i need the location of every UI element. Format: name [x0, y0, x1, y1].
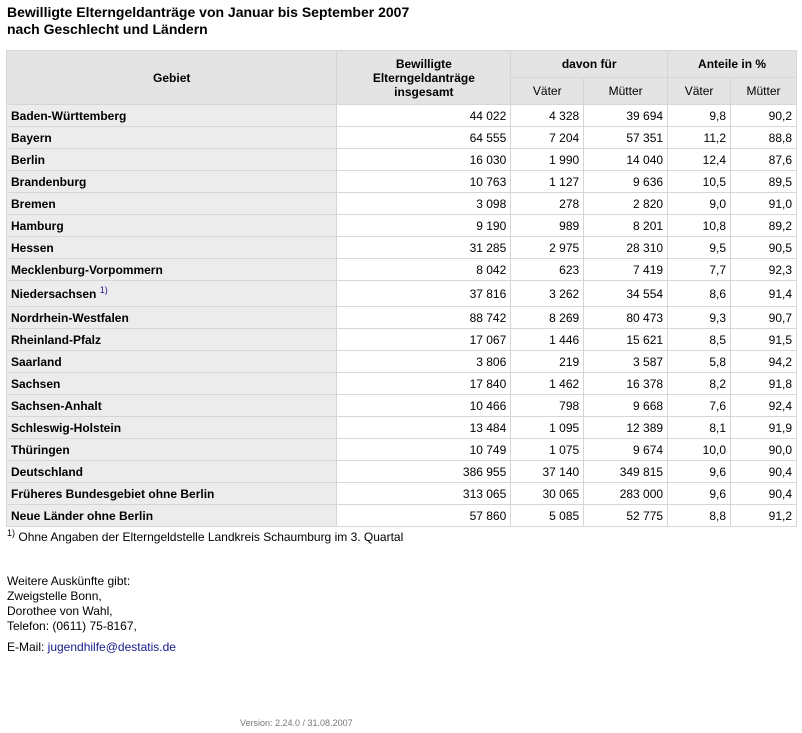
table-row — [7, 105, 797, 127]
cell-vaeter: 1 075 — [511, 439, 584, 461]
cell-anteil-muetter: 88,8 — [731, 127, 797, 149]
table-row — [7, 215, 797, 237]
cell-vaeter: 5 085 — [511, 505, 584, 527]
email-line — [7, 640, 176, 654]
cell-muetter: 39 694 — [584, 105, 668, 127]
table-row — [7, 395, 797, 417]
cell-anteil-muetter: 91,9 — [731, 417, 797, 439]
cell-anteil-vaeter: 9,5 — [668, 237, 731, 259]
contact-line-1: Weitere Auskünfte gibt: — [7, 574, 131, 588]
row-name-text: Mecklenburg-Vorpommern — [11, 262, 163, 277]
cell-vaeter: 1 990 — [511, 149, 584, 171]
row-name-text: Niedersachsen — [11, 286, 97, 301]
contact-line-3: Dorothee von Wahl, — [7, 604, 113, 618]
cell-vaeter: 3 262 — [511, 281, 584, 307]
cell-anteil-vaeter: 9,6 — [668, 461, 731, 483]
header-anteil-muetter: Mütter — [731, 78, 797, 105]
row-name-text: Bremen — [11, 196, 56, 211]
footnote-reference: 1) — [99, 284, 108, 295]
row-name — [7, 149, 337, 171]
cell-total: 13 484 — [337, 417, 511, 439]
cell-anteil-vaeter: 7,7 — [668, 259, 731, 281]
cell-anteil-muetter: 92,4 — [731, 395, 797, 417]
row-name-text: Saarland — [11, 354, 62, 369]
cell-total: 31 285 — [337, 237, 511, 259]
table-row — [7, 127, 797, 149]
cell-muetter: 80 473 — [584, 307, 668, 329]
table-row — [7, 505, 797, 527]
row-name-text: Deutschland — [11, 464, 84, 479]
cell-vaeter: 7 204 — [511, 127, 584, 149]
cell-vaeter: 989 — [511, 215, 584, 237]
row-name-text: Hessen — [11, 240, 54, 255]
row-name — [7, 329, 337, 351]
row-name — [7, 105, 337, 127]
cell-anteil-vaeter: 8,1 — [668, 417, 731, 439]
contact-info — [7, 574, 137, 634]
row-name — [7, 281, 337, 307]
header-anteile: Anteile in % — [668, 51, 797, 78]
cell-anteil-vaeter: 8,8 — [668, 505, 731, 527]
cell-vaeter: 30 065 — [511, 483, 584, 505]
row-name-text: Rheinland-Pfalz — [11, 332, 102, 347]
cell-muetter: 16 378 — [584, 373, 668, 395]
row-name-text: Früheres Bundesgebiet ohne Berlin — [11, 486, 215, 501]
cell-vaeter: 1 095 — [511, 417, 584, 439]
cell-vaeter: 8 269 — [511, 307, 584, 329]
cell-total: 3 098 — [337, 193, 511, 215]
cell-total: 57 860 — [337, 505, 511, 527]
row-name — [7, 127, 337, 149]
cell-muetter: 349 815 — [584, 461, 668, 483]
cell-anteil-vaeter: 9,3 — [668, 307, 731, 329]
row-name — [7, 505, 337, 527]
header-bewilligte-line-2: Elterngeldanträge — [372, 70, 475, 85]
row-name-text: Schleswig-Holstein — [11, 420, 122, 435]
header-anteil-vaeter: Väter — [668, 78, 731, 105]
cell-muetter: 14 040 — [584, 149, 668, 171]
cell-vaeter: 798 — [511, 395, 584, 417]
row-name — [7, 215, 337, 237]
email-label: E-Mail: — [7, 640, 48, 654]
email-link[interactable]: jugendhilfe@destatis.de — [47, 640, 176, 654]
cell-anteil-vaeter: 10,5 — [668, 171, 731, 193]
cell-total: 10 763 — [337, 171, 511, 193]
header-bewilligte — [337, 51, 511, 105]
cell-anteil-muetter: 91,4 — [731, 281, 797, 307]
cell-total: 64 555 — [337, 127, 511, 149]
cell-anteil-muetter: 90,4 — [731, 483, 797, 505]
header-gebiet: Gebiet — [7, 51, 337, 105]
cell-vaeter: 278 — [511, 193, 584, 215]
cell-muetter: 57 351 — [584, 127, 668, 149]
cell-anteil-muetter: 90,0 — [731, 439, 797, 461]
cell-muetter: 2 820 — [584, 193, 668, 215]
cell-total: 9 190 — [337, 215, 511, 237]
cell-muetter: 8 201 — [584, 215, 668, 237]
row-name — [7, 171, 337, 193]
table-row — [7, 307, 797, 329]
cell-total: 17 067 — [337, 329, 511, 351]
cell-muetter: 3 587 — [584, 351, 668, 373]
row-name-text: Sachsen — [11, 376, 61, 391]
cell-muetter: 28 310 — [584, 237, 668, 259]
cell-anteil-muetter: 87,6 — [731, 149, 797, 171]
header-muetter: Mütter — [584, 78, 668, 105]
cell-anteil-vaeter: 10,0 — [668, 439, 731, 461]
cell-total: 37 816 — [337, 281, 511, 307]
cell-anteil-muetter: 92,3 — [731, 259, 797, 281]
cell-muetter: 52 775 — [584, 505, 668, 527]
cell-anteil-vaeter: 7,6 — [668, 395, 731, 417]
cell-muetter: 9 668 — [584, 395, 668, 417]
table-row — [7, 193, 797, 215]
footnote-text: Ohne Angaben der Elterngeldstelle Landkreis Schaumburg im 3. Quartal — [18, 530, 404, 544]
cell-vaeter: 219 — [511, 351, 584, 373]
cell-anteil-muetter: 90,4 — [731, 461, 797, 483]
cell-anteil-muetter: 90,5 — [731, 237, 797, 259]
cell-total: 88 742 — [337, 307, 511, 329]
cell-anteil-vaeter: 9,8 — [668, 105, 731, 127]
cell-anteil-muetter: 89,5 — [731, 171, 797, 193]
row-name — [7, 307, 337, 329]
cell-muetter: 12 389 — [584, 417, 668, 439]
statistics-table — [6, 50, 797, 527]
table-row — [7, 417, 797, 439]
cell-muetter: 34 554 — [584, 281, 668, 307]
header-vaeter: Väter — [511, 78, 584, 105]
row-name — [7, 395, 337, 417]
contact-line-2: Zweigstelle Bonn, — [7, 589, 102, 603]
cell-vaeter: 37 140 — [511, 461, 584, 483]
version-info: Version: 2.24.0 / 31.08.2007 — [240, 718, 353, 728]
footnote-mark: 1) — [7, 528, 16, 538]
row-name-text: Neue Länder ohne Berlin — [11, 508, 154, 523]
cell-anteil-vaeter: 11,2 — [668, 127, 731, 149]
footnote — [7, 528, 403, 544]
cell-total: 3 806 — [337, 351, 511, 373]
cell-anteil-vaeter: 5,8 — [668, 351, 731, 373]
row-name-text: Baden-Württemberg — [11, 108, 127, 123]
cell-anteil-vaeter: 12,4 — [668, 149, 731, 171]
header-bewilligte-line-1: Bewilligte — [395, 56, 452, 71]
cell-muetter: 15 621 — [584, 329, 668, 351]
cell-total: 313 065 — [337, 483, 511, 505]
table-row — [7, 483, 797, 505]
table-row — [7, 373, 797, 395]
cell-anteil-muetter: 94,2 — [731, 351, 797, 373]
row-name — [7, 237, 337, 259]
table-row — [7, 237, 797, 259]
row-name-text: Thüringen — [11, 442, 70, 457]
table-row — [7, 281, 797, 307]
row-name — [7, 259, 337, 281]
table-row — [7, 351, 797, 373]
cell-vaeter: 2 975 — [511, 237, 584, 259]
cell-vaeter: 623 — [511, 259, 584, 281]
row-name — [7, 373, 337, 395]
row-name-text: Nordrhein-Westfalen — [11, 310, 129, 325]
cell-anteil-muetter: 90,2 — [731, 105, 797, 127]
cell-total: 386 955 — [337, 461, 511, 483]
table-row — [7, 171, 797, 193]
cell-anteil-vaeter: 8,6 — [668, 281, 731, 307]
contact-line-4: Telefon: (0611) 75-8167, — [7, 619, 137, 633]
row-name — [7, 483, 337, 505]
row-name — [7, 351, 337, 373]
cell-total: 17 840 — [337, 373, 511, 395]
table-row — [7, 461, 797, 483]
row-name — [7, 439, 337, 461]
row-name-text: Sachsen-Anhalt — [11, 398, 102, 413]
title-line-1: Bewilligte Elterngeldanträge von Januar bis September 2007 — [7, 4, 410, 20]
cell-vaeter: 4 328 — [511, 105, 584, 127]
cell-anteil-vaeter: 8,5 — [668, 329, 731, 351]
row-name-text: Brandenburg — [11, 174, 87, 189]
cell-anteil-vaeter: 9,6 — [668, 483, 731, 505]
row-name-text: Bayern — [11, 130, 52, 145]
cell-total: 16 030 — [337, 149, 511, 171]
table-row — [7, 259, 797, 281]
cell-muetter: 283 000 — [584, 483, 668, 505]
row-name — [7, 461, 337, 483]
table-body — [7, 105, 797, 527]
cell-muetter: 7 419 — [584, 259, 668, 281]
cell-anteil-muetter: 91,5 — [731, 329, 797, 351]
header-davon-fuer: davon für — [511, 51, 668, 78]
table-row — [7, 439, 797, 461]
cell-anteil-vaeter: 9,0 — [668, 193, 731, 215]
page-title — [7, 4, 409, 38]
row-name — [7, 417, 337, 439]
cell-total: 8 042 — [337, 259, 511, 281]
cell-anteil-vaeter: 10,8 — [668, 215, 731, 237]
cell-vaeter: 1 127 — [511, 171, 584, 193]
cell-total: 10 466 — [337, 395, 511, 417]
title-line-2: nach Geschlecht und Ländern — [7, 21, 208, 37]
cell-anteil-muetter: 91,2 — [731, 505, 797, 527]
row-name-text: Hamburg — [11, 218, 64, 233]
cell-anteil-muetter: 89,2 — [731, 215, 797, 237]
table-row — [7, 329, 797, 351]
row-name — [7, 193, 337, 215]
cell-vaeter: 1 446 — [511, 329, 584, 351]
header-bewilligte-line-3: insgesamt — [394, 84, 454, 99]
cell-anteil-muetter: 90,7 — [731, 307, 797, 329]
cell-anteil-vaeter: 8,2 — [668, 373, 731, 395]
cell-muetter: 9 674 — [584, 439, 668, 461]
row-name-text: Berlin — [11, 152, 46, 167]
cell-total: 44 022 — [337, 105, 511, 127]
cell-muetter: 9 636 — [584, 171, 668, 193]
cell-total: 10 749 — [337, 439, 511, 461]
table-row — [7, 149, 797, 171]
cell-anteil-muetter: 91,8 — [731, 373, 797, 395]
cell-vaeter: 1 462 — [511, 373, 584, 395]
cell-anteil-muetter: 91,0 — [731, 193, 797, 215]
